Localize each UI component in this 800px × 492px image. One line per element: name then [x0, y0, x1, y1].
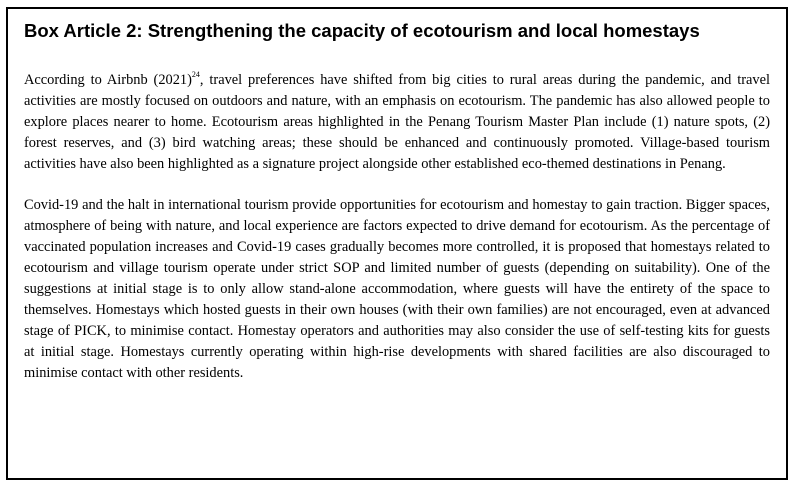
paragraph-1-body: , travel preferences have shifted from big cities to rural areas during the pandemic, and travel activities are mostly focused on outdoors and nature, with an emphasis on ecotourism. The pandemic has also allowed people to explore places nearer to home. Ecotourism areas highlighted in the Penang Tourism Master Plan include (1) nature spots, (2) forest reserves, and (3) bird watching areas; these should be enhanced and continuously promoted. Village-based tourism activities have also been highlighted as a signature project alongside other established eco-themed destinations in Penang.: [24, 72, 770, 172]
paragraph-airbnb-trends: [24, 70, 770, 175]
footnote-reference[interactable]: 24: [191, 70, 200, 80]
paragraph-covid-opportunities: Covid-19 and the halt in international tourism provide opportunities for ecotourism and homestay to gain traction. Bigger spaces, atmosphere of being with nature, and local experience are factors expected to drive demand for ecotourism. As the percentage of vaccinated population increases and Covid-19 cases gradually becomes more controlled, it is proposed that homestays related to ecotourism and village tourism operate under strict SOP and limited number of guests (depending on suitability). One of the suggestions at initial stage is to only allow stand-alone accommodation, where guests will have the entirety of the space to themselves. Homestays which hosted guests in their own houses (with their own families) are not encouraged, even at advanced stage of PICK, to minimise contact. Homestay operators and authorities may also consider the use of self-testing kits for guests at initial stage. Homestays currently operating within high-rise developments with shared facilities are also discouraged to minimise contact with other residents.: [24, 197, 770, 381]
box-article-title: Box Article 2: Strengthening the capacity of ecotourism and local homestays: [24, 20, 700, 41]
paragraph-1-lead: According to Airbnb (2021): [24, 72, 192, 88]
box-article: [6, 7, 788, 480]
